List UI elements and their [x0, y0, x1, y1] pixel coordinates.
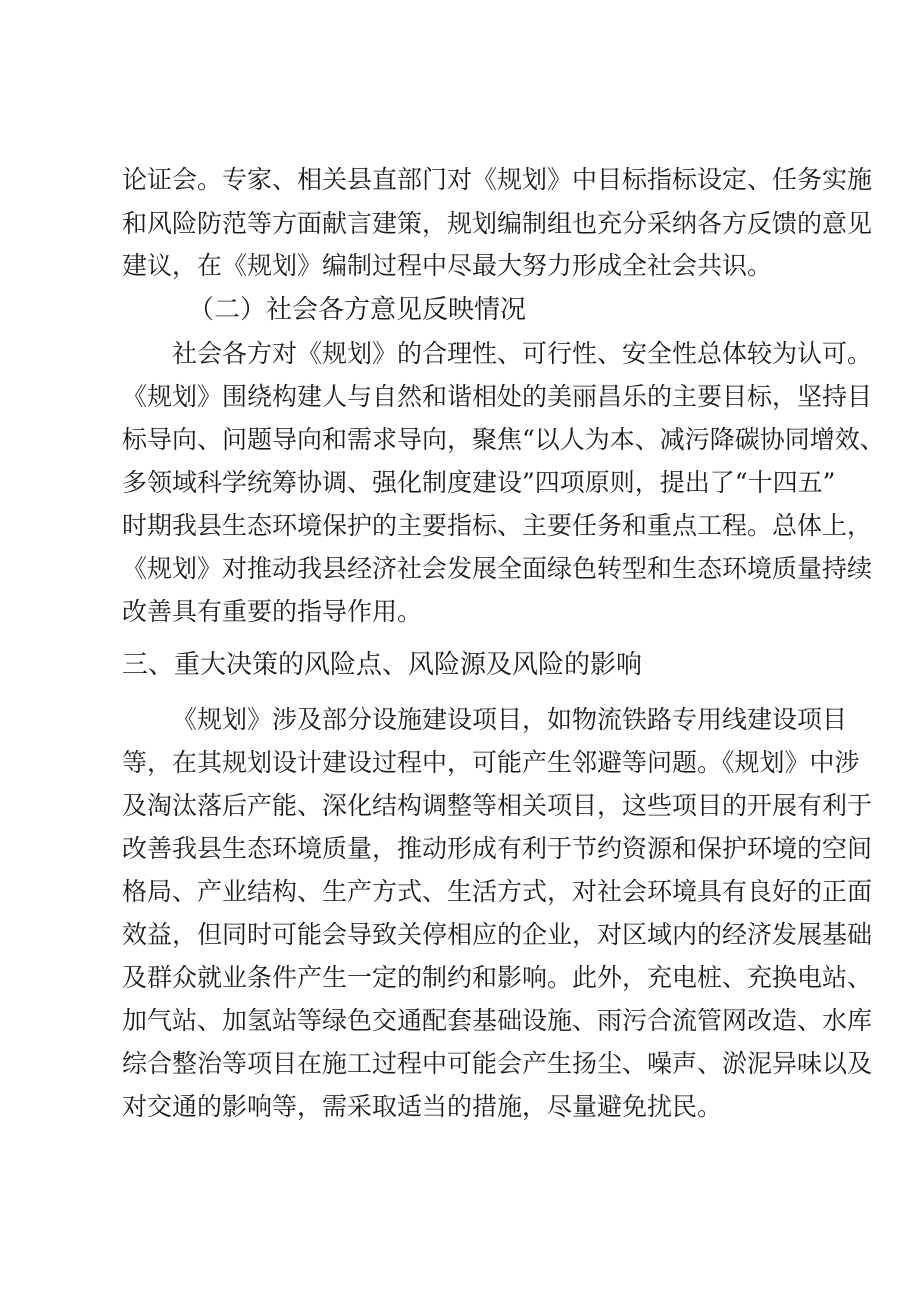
para2-line-6: 《规划》对推动我县经济社会发展全面绿色转型和生态环境质量持续 [122, 554, 873, 583]
para3-line-6: 效益，但同时可能会导致关停相应的企业，对区域内的经济发展基础 [122, 920, 873, 949]
para3-line-7: 及群众就业条件产生一定的制约和影响。此外，充电桩、充换电站、 [122, 963, 873, 992]
para3-line-4: 改善我县生态环境质量，推动形成有利于节约资源和保护环境的空间 [122, 834, 873, 863]
section-heading: 三、重大决策的风险点、风险源及风险的影响 [122, 650, 643, 680]
para3-line-10: 对交通的影响等，需采取适当的措施，尽量避免扰民。 [122, 1092, 723, 1121]
para2-line-7: 改善具有重要的指导作用。 [122, 597, 423, 626]
para3-line-3: 及淘汰落后产能、深化结构调整等相关项目，这些项目的开展有利于 [122, 791, 873, 820]
para2-line-4: 多领域科学统筹协调、强化制度建设”四项原则，提出了“十四五” [122, 468, 836, 497]
para3-line-9: 综合整治等项目在施工过程中可能会产生扬尘、噪声、淤泥异味以及 [122, 1049, 873, 1078]
para1-line-1: 论证会。专家、相关县直部门对《规划》中目标指标设定、任务实施 [122, 165, 873, 194]
para2-line-3: 标导向、问题导向和需求导向，聚焦“以人为本、减污降碳协同增效、 [122, 425, 885, 454]
subheading: （二）社会各方意见反映情况 [188, 295, 527, 325]
para2-line-2: 《规划》围绕构建人与自然和谐相处的美丽昌乐的主要目标，坚持目 [122, 382, 873, 411]
para3-line-1: 《规划》涉及部分设施建设项目，如物流铁路专用线建设项目 [172, 705, 848, 734]
para1-line-2: 和风险防范等方面献言建策，规划编制组也充分采纳各方反馈的意见 [122, 209, 873, 238]
para2-line-1: 社会各方对《规划》的合理性、可行性、安全性总体较为认可。 [172, 339, 873, 368]
para3-line-8: 加气站、加氢站等绿色交通配套基础设施、雨污合流管网改造、水库 [122, 1006, 873, 1035]
para1-line-3: 建议，在《规划》编制过程中尽最大努力形成全社会共识。 [122, 251, 773, 280]
para3-line-2: 等，在其规划设计建设过程中，可能产生邻避等问题。《规划》中涉 [122, 748, 860, 777]
para2-line-5: 时期我县生态环境保护的主要指标、主要任务和重点工程。总体上， [122, 511, 873, 540]
para3-line-5: 格局、产业结构、生产方式、生活方式，对社会环境具有良好的正面 [122, 877, 873, 906]
